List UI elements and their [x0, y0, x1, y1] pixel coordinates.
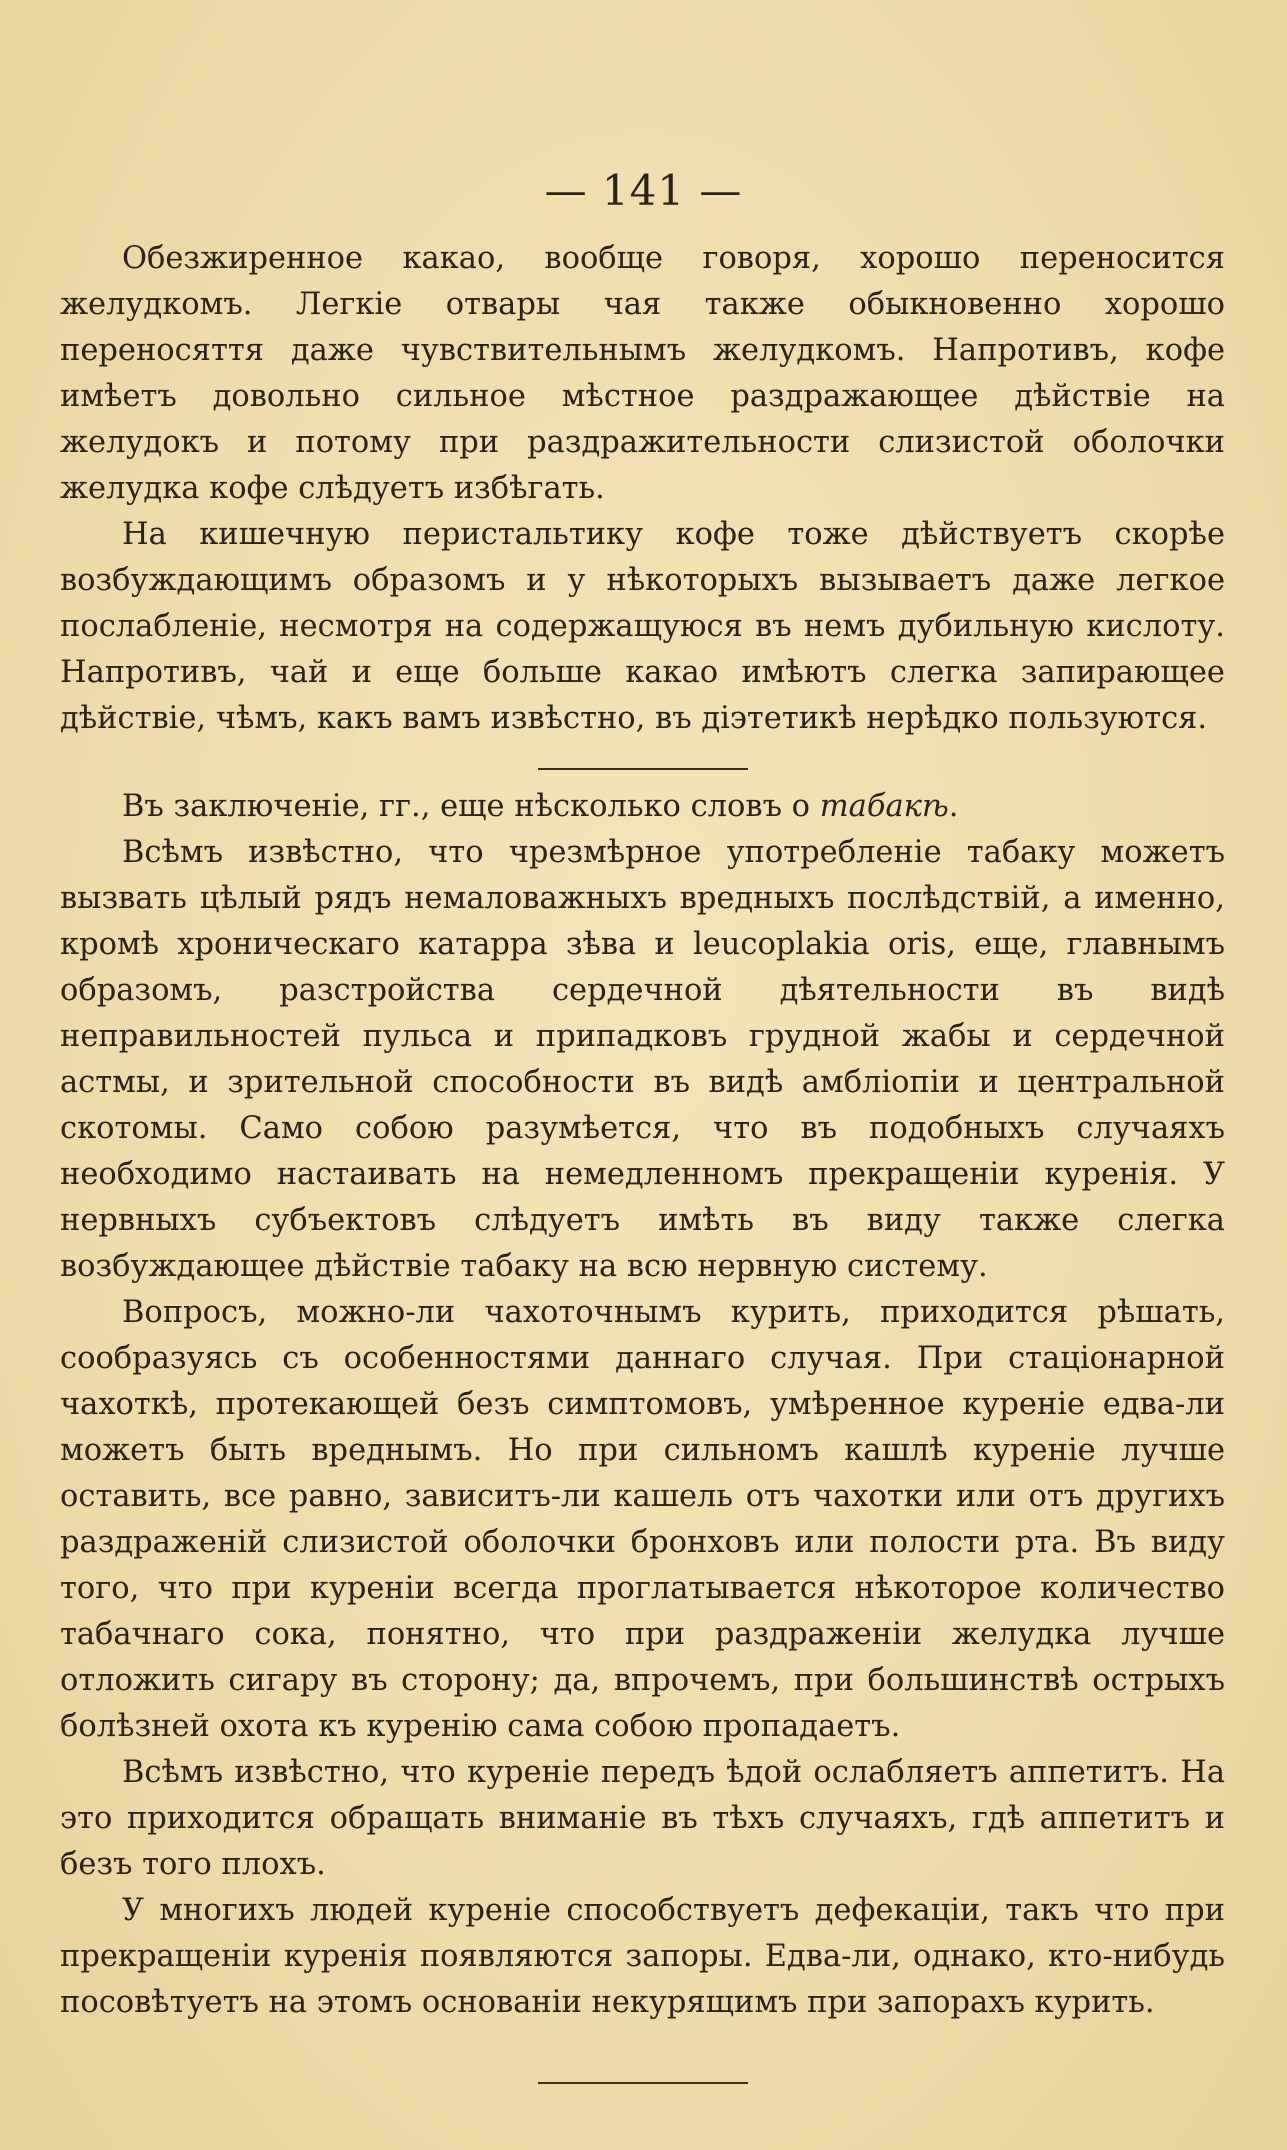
body-text [60, 236, 1225, 2084]
paragraph: На кишечную перистальтику кофе тоже дѣйствуетъ скорѣе возбуждающимъ образомъ и у нѣкоторыхъ вызываетъ даже легкое послабленіе, несмотря на содержащуюся въ немъ дубильную кислоту. Напротивъ, чай и еще больше какао имѣютъ слегка запирающее дѣйствіе, чѣмъ, какъ вамъ извѣстно, въ діэтетикѣ нерѣдко пользуются. [60, 517, 1225, 736]
intro-sentence [60, 784, 1225, 830]
paragraph: Обезжиренное какао, вообще говоря, хорошо переносится желудкомъ. Легкіе отвары чая также обыкновенно хорошо переносяття даже чувствительнымъ желудкомъ. Напротивъ, кофе имѣетъ довольно сильное мѣстное раздражающее дѣйствіе на желудокъ и потому при раздражительности слизистой оболочки желудка кофе слѣдуетъ избѣгать. [60, 241, 1225, 506]
page-number: — 141 — [544, 166, 743, 215]
intro-prefix: Въ заключеніе, гг., еще нѣсколько словъ о [122, 789, 820, 824]
intro-suffix: . [948, 789, 959, 824]
paragraph: Вопросъ, можно-ли чахоточнымъ курить, приходится рѣшать, сообразуясь съ особенностями даннаго случая. При стаціонарной чахоткѣ, протекающей безъ симптомовъ, умѣренное куреніе едва-ли можетъ быть вреднымъ. Но при сильномъ кашлѣ куреніе лучше оставить, все равно, зависитъ-ли кашель отъ чахотки или отъ другихъ раздраженій слизистой оболочки бронховъ или полости рта. Въ виду того, что при куреніи всегда проглатывается нѣкоторое количество табачнаго сока, понятно, что при раздраженіи желудка лучше отложить сигару въ сторону; да, впрочемъ, при большинствѣ острыхъ болѣзней охота къ куренію сама собою пропадаетъ. [60, 1295, 1225, 1744]
paragraph: У многихъ людей куреніе способствуетъ дефекаціи, такъ что при прекращеніи куренія появляются запоры. Едва-ли, однако, кто-нибудь посовѣтуетъ на этомъ основаніи некурящимъ при запорахъ курить. [60, 1893, 1225, 2020]
intro-emphasis: табакѣ [819, 789, 949, 824]
section-divider [538, 768, 748, 770]
paragraph: Всѣмъ извѣстно, что чрезмѣрное употребленіе табаку можетъ вызвать цѣлый рядъ немаловажныхъ вредныхъ послѣдствій, а именно, кромѣ хроническаго катарра зѣва и leucoplakia oris, еще, главнымъ образомъ, разстройства сердечной дѣятельности въ видѣ неправильностей пульса и припадковъ грудной жабы и сердечной астмы, и зрительной способности въ видѣ амбліопіи и центральной скотомы. Само собою разумѣется, что въ подобныхъ случаяхъ необходимо настаивать на немедленномъ прекращеніи куренія. У нервныхъ субъектовъ слѣдуетъ имѣть въ виду также слегка возбуждающее дѣйствіе табаку на всю нервную систему. [60, 835, 1225, 1284]
end-divider [538, 2082, 748, 2084]
paragraph: Всѣмъ извѣстно, что куреніе передъ ѣдой ослабляетъ аппетитъ. На это приходится обращать вниманіе въ тѣхъ случаяхъ, гдѣ аппетитъ и безъ того плохъ. [60, 1755, 1225, 1882]
